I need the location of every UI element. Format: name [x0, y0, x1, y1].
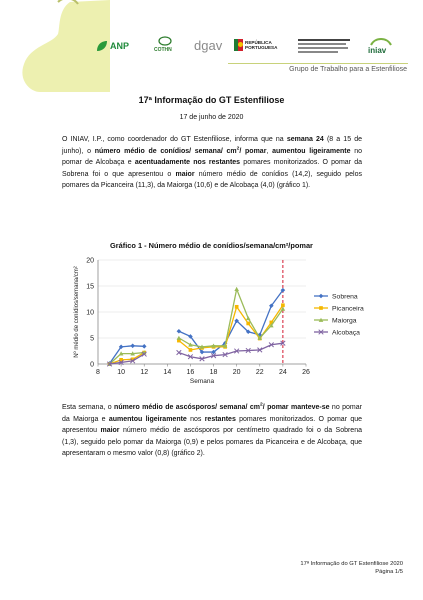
text-run-bold: acentuadamente nos restantes: [134, 159, 241, 167]
series-line: [110, 346, 145, 364]
text-run: pomares monitorizados. O pomar da Sobrena foi o que apresentou o: [62, 159, 363, 178]
superscript: 2: [236, 146, 240, 152]
text-run: número médio de conídios (14,2), seguido pelos pomares da Picanceira (11,3), da Maiorga (10,6) e de Alcobaça (4,0) (gráfico 1).: [62, 170, 362, 190]
header-divider: [228, 63, 408, 64]
y-axis-label: Nº médio de conídios/semana/cm²: [74, 266, 80, 358]
data-point: [142, 344, 147, 349]
data-point: [130, 344, 135, 349]
text-run: nos: [186, 415, 205, 423]
text-run: O INIAV, I.P., como coordenador do GT Estenfiliose, informa que na: [62, 136, 287, 143]
y-tick-label: 0: [90, 361, 94, 369]
data-point: [246, 316, 251, 320]
data-point: [246, 322, 250, 326]
text-run-bold-part: / pomar manteve-se: [262, 404, 330, 411]
text-run: no pomar de Alcobaça e: [62, 147, 363, 167]
flag-emblem-icon: [238, 42, 243, 47]
text-run-bold: aumentou ligeiramente: [272, 147, 351, 155]
x-axis-label: Semana: [189, 378, 215, 385]
text-run-bold: maior: [100, 427, 120, 435]
drap-text-line: [298, 51, 338, 53]
legend-label: Maiorga: [332, 317, 357, 325]
y-tick-label: 5: [90, 335, 94, 343]
text-run: pomares monitorizados. O pomar que apresentou: [62, 415, 362, 435]
series-line: [179, 290, 283, 352]
y-tick-label: 10: [86, 309, 94, 317]
text-run-bold: semana 24: [286, 136, 324, 143]
pear-illustration: [0, 0, 110, 92]
drap-lvt-logo: [298, 36, 356, 58]
document-date: 17 de junho de 2020: [179, 114, 244, 121]
legend-label: Sobrena: [332, 293, 358, 301]
paragraph-ascospores: [62, 402, 362, 460]
drap-text-line: [298, 47, 348, 49]
chart-title: Gráfico 1 - Número médio de conídios/semana/cm²/pomar: [110, 241, 313, 250]
x-tick-label: 20: [232, 369, 241, 376]
text-run: Esta semana, o: [62, 404, 115, 411]
republica-portuguesa-text: REPÚBLICA PORTUGUESA: [245, 40, 278, 51]
x-tick-label: 22: [255, 369, 264, 376]
text-run-bold: aumentou ligeiramente: [108, 415, 187, 423]
iniav-logo: [364, 36, 412, 58]
text-run-bold: restantes: [204, 415, 236, 423]
x-tick-label: 12: [140, 369, 149, 376]
text-run: número médio de ascósporos por centímetro quadrado foi o da Sobrena (1,3), seguido pelo pomar da Maiorga (0,9) e pelos pomares da Picanceira e de Alcobaça, que apresentaram o mesmo valor (0,8) (gráfico 2).: [62, 427, 362, 458]
dgav-logo: [194, 36, 230, 58]
page-footer: [300, 560, 403, 576]
cothn-logo-text: COTHN: [154, 47, 172, 53]
anp-logo: [96, 36, 140, 58]
republica-portuguesa-logo: [234, 36, 294, 58]
text-run-bold: maior: [175, 170, 195, 178]
y-tick-label: 20: [86, 257, 94, 265]
cothn-logo: [146, 36, 188, 58]
legend-label: Picanceira: [332, 305, 364, 313]
superscript: 2: [260, 402, 263, 408]
text-run-bold: [114, 404, 329, 411]
document-title: 17ª Informação do GT Estenfiliose: [138, 95, 285, 105]
iniav-arc-icon: [370, 36, 392, 46]
legend-label: Alcobaça: [332, 329, 360, 337]
text-run-bold-part: número médio de conídios/ semana/ cm: [94, 147, 237, 155]
iniav-logo-text: iniav: [368, 46, 387, 55]
data-point: [319, 294, 324, 299]
x-tick-label: 16: [186, 369, 195, 376]
conidia-line-chart: [58, 250, 368, 390]
anp-logo-text: ANP: [110, 41, 130, 51]
footer-title: 17ª Informação do GT Estenfiliose 2020: [300, 561, 403, 567]
x-tick-label: 14: [163, 369, 172, 376]
data-point: [234, 287, 239, 291]
footer-page-number: Página 1/5: [375, 569, 403, 575]
data-point: [319, 306, 323, 310]
x-tick-label: 8: [96, 369, 100, 376]
text-run-bold: [95, 148, 267, 155]
text-run-bold-part: / pomar: [239, 147, 267, 155]
cothn-leaf-icon: [158, 36, 172, 46]
anp-leaf-icon: [96, 40, 108, 52]
y-tick-label: 15: [86, 283, 94, 291]
x-tick-label: 26: [302, 369, 310, 376]
series-maiorga: [107, 287, 285, 366]
paragraph-conidia: [62, 134, 362, 192]
data-point: [189, 348, 193, 352]
data-point: [177, 329, 182, 334]
x-tick-label: 18: [209, 369, 218, 376]
group-name: Grupo de Trabalho para a Estenfiliose: [289, 66, 407, 73]
x-tick-label: 10: [117, 369, 126, 376]
data-point: [281, 303, 285, 307]
drap-text-line: [298, 39, 350, 41]
text-run: no pomar da Maiorga e: [62, 404, 362, 423]
dgav-logo-text: dgav: [194, 38, 223, 53]
x-tick-label: 24: [278, 369, 287, 376]
data-point: [235, 305, 239, 309]
text-run: (8 a 15 de junho), o: [62, 136, 363, 155]
text-run-bold-part: número médio de ascósporos/ semana/ cm: [114, 404, 261, 411]
header-logos: [96, 36, 416, 60]
drap-text-line: [298, 43, 346, 45]
text-run: ,: [266, 147, 273, 155]
